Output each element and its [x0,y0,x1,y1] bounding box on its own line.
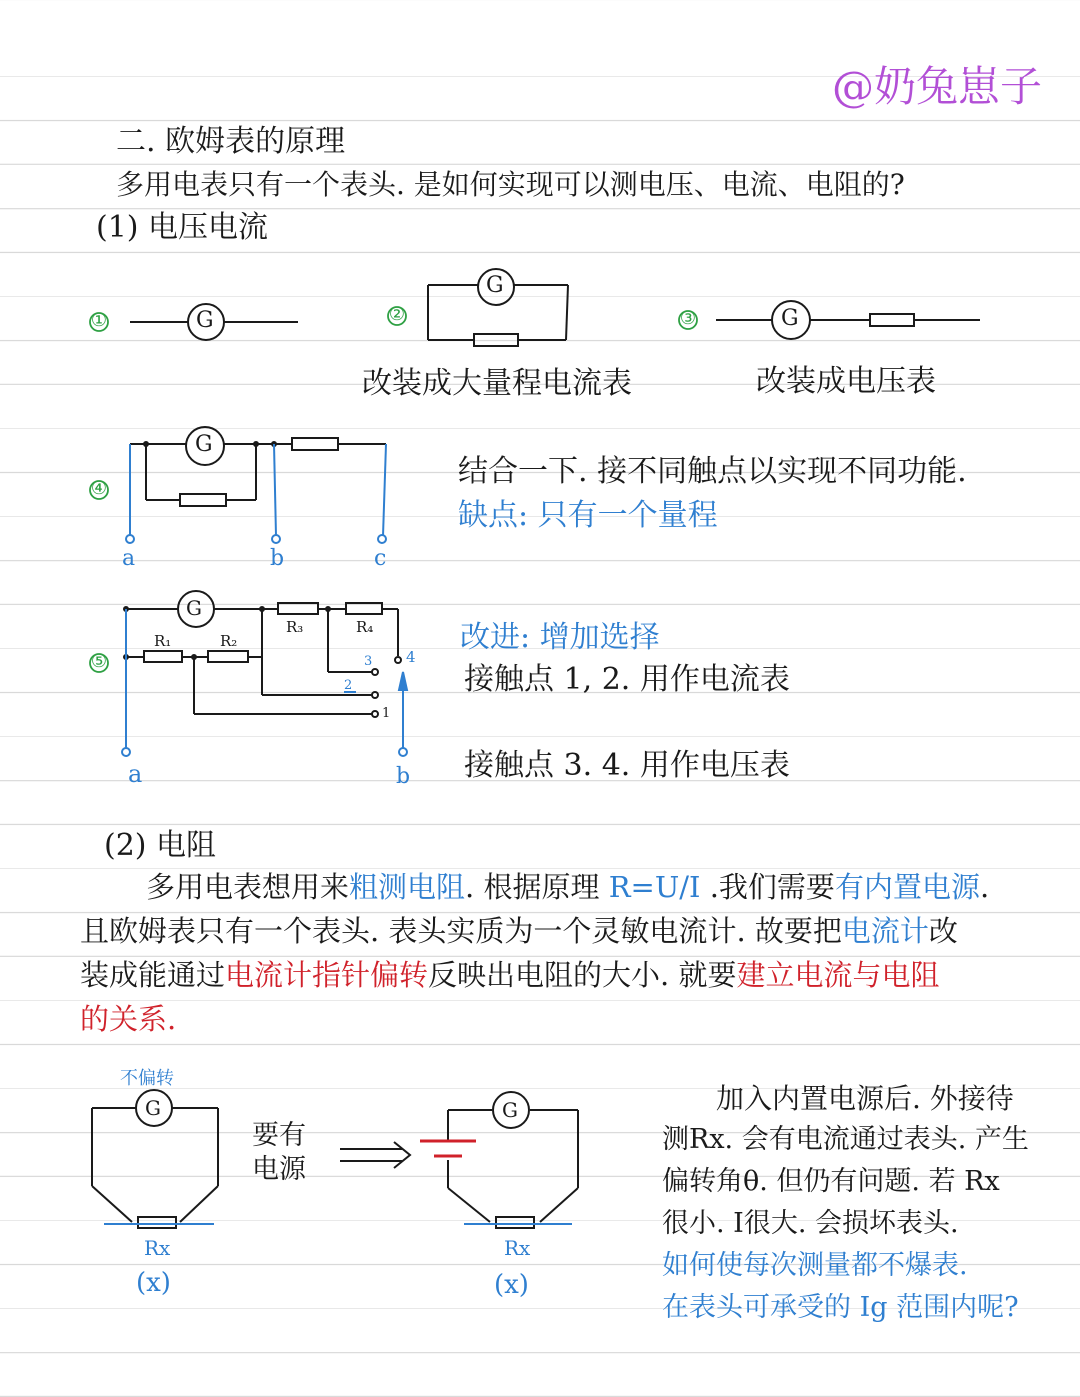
number-3: ③ [679,308,697,329]
contact-2: 2 [344,678,353,693]
rx-unknown-left: (x) [136,1268,171,1298]
para-l1-c: . 根据原理 [465,870,609,904]
number-1: ① [90,310,108,331]
caption-voltmeter: 改装成电压表 [756,364,936,399]
terminal-a-4: a [122,546,136,571]
contact-1: 1 [382,706,391,721]
terminal-a-5: a [128,760,143,788]
para-l1-a: 多用电表想用来 [146,870,350,904]
note-improve: 改进: 增加选择 [460,620,660,655]
galvanometer-label-2: G [486,273,504,298]
para-l2-a: 且欧姆表只有一个表头. 表头实质为一个灵敏电流计. 故要把 [80,914,842,948]
side-note-line-2: 测Rx. 会有电流通过表头. 产生 [662,1124,1029,1155]
note-contacts-34: 接触点 3. 4. 用作电压表 [464,748,790,783]
rx-unknown-right: (x) [494,1270,529,1300]
side-note-line-1: 加入内置电源后. 外接待 [716,1082,1014,1115]
galvanometer-label-right: G [502,1098,518,1122]
para-l1-b: 粗测电阻 [349,870,466,904]
para-l2-c: 改 [928,914,958,948]
paragraph-line-4: 的关系. [80,1002,177,1036]
label-no-deflection: 不偏转 [120,1068,174,1089]
subsection-voltage-current: (1) 电压电流 [96,210,269,245]
label-r4: R₄ [356,618,374,636]
galvanometer-label-3: G [781,306,799,331]
para-l3-b: 电流计指针偏转 [225,958,429,992]
section-title: 二. 欧姆表的原理 [116,124,346,159]
rx-label-left: Rx [144,1236,171,1260]
subsection-resistance: (2) 电阻 [104,828,217,863]
para-l1-e: 有内置电源 [834,870,980,904]
galvanometer-label-5: G [186,596,202,620]
question-line: 多用电表只有一个表头. 是如何实现可以测电压、电流、电阻的? [116,168,905,201]
label-r3: R₃ [286,618,304,636]
galvanometer-label-left: G [145,1096,161,1120]
para-l2-b: 电流计 [841,914,929,948]
galvanometer-label-1: G [196,308,214,333]
label-need-source-2: 电源 [252,1154,306,1185]
number-5: ⑤ [90,651,108,672]
rx-resistor-left [138,1217,176,1228]
label-need-source-1: 要有 [252,1120,306,1151]
side-note-line-4: 很小. I很大. 会损坏表头. [662,1208,959,1239]
note-contacts-12: 接触点 1, 2. 用作电流表 [464,662,790,697]
para-l3-a: 装成能通过 [80,958,226,992]
terminal-b-5: b [396,764,411,789]
terminal-c-4: c [374,546,387,571]
note-combine: 结合一下. 接不同触点以实现不同功能. [458,454,967,489]
para-l1-d: .我们需要 [700,870,835,904]
side-note-line-3: 偏转角θ. 但仍有问题. 若 Rx [662,1166,1000,1197]
formula-r-u-i: R=U/I [608,870,701,904]
number-4: ④ [90,478,108,499]
side-note-line-5: 如何使每次测量都不爆表. [662,1250,968,1281]
terminal-b-4: b [270,546,285,571]
label-r2: R₂ [220,632,238,650]
caption-ammeter: 改装成大量程电流表 [362,366,632,401]
label-r1: R₁ [154,632,172,650]
contact-3: 3 [364,654,373,669]
rx-label-right: Rx [504,1236,531,1260]
rx-resistor-right [496,1217,534,1228]
para-l3-c: 反映出电阻的大小. 就要 [428,958,737,992]
number-2: ② [388,304,406,325]
side-note-line-6: 在表头可承受的 Ig 范围内呢? [662,1292,1019,1323]
note-shortcoming: 缺点: 只有一个量程 [458,498,718,533]
watermark: @奶兔崽子 [832,62,1043,111]
contact-4: 4 [406,648,416,666]
galvanometer-label-4: G [195,432,213,457]
para-l3-d: 建立电流与电阻 [736,958,940,992]
para-l1-f: . [979,870,990,904]
